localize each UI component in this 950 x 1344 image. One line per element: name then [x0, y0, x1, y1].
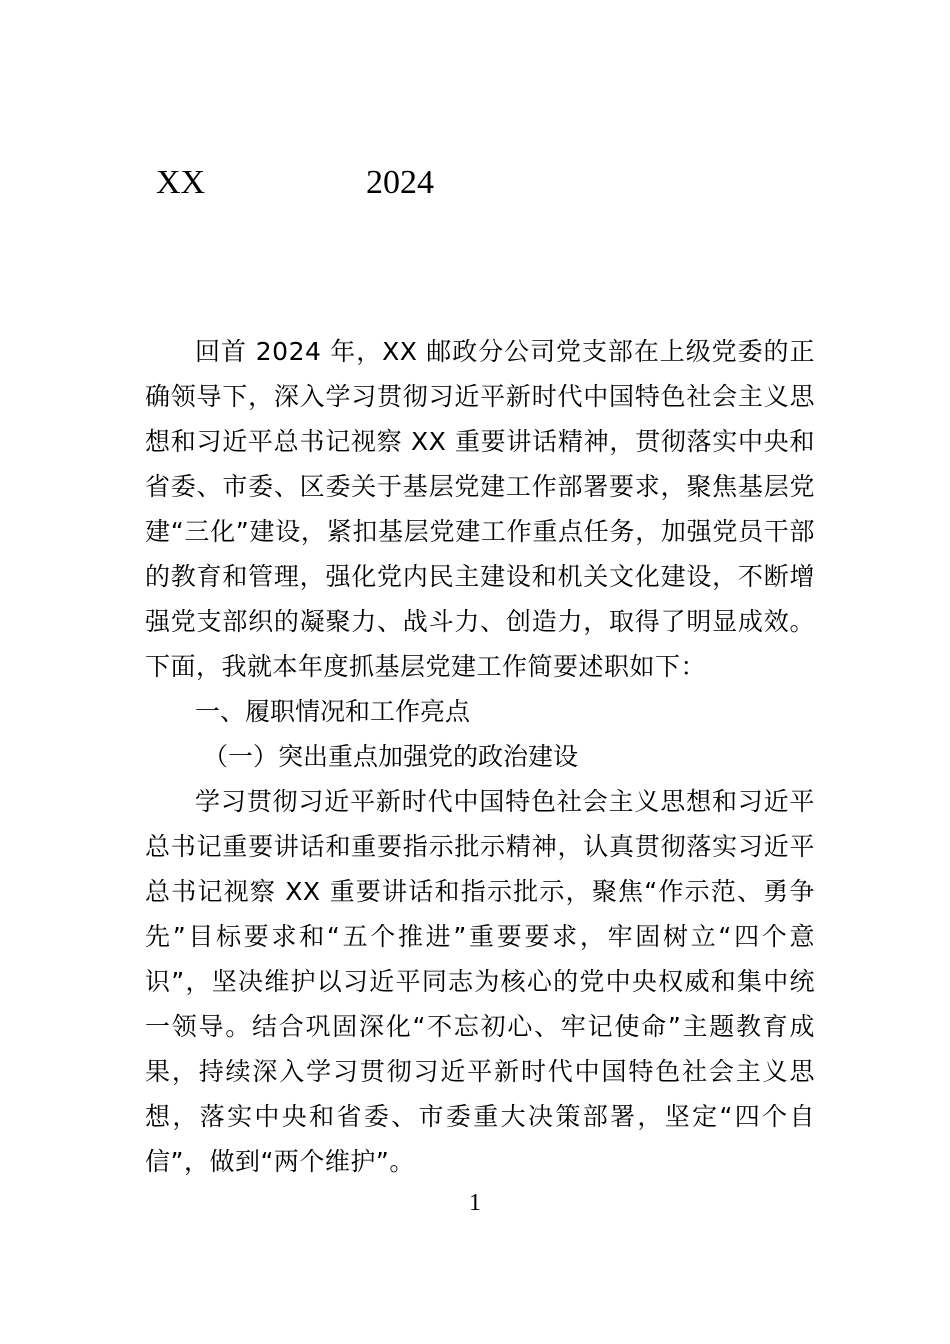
intro-paragraph: 回首 2024 年，XX 邮政分公司党支部在上级党委的正确领导下，深入学习贯彻习近平新时代中国特色社会主义思想和习近平总书记视察 XX 重要讲话精神，贯彻落实中央和省委、市委、区委关于基层党建工作部署要求，聚焦基层党建“三化”建设，紧扣基层党建工作重点任务，加强党员干部的教育和管理，强化党内民主建设和机关文化建设，不断增强党支部织的凝聚力、战斗力、创造力，取得了明显成效。下面，我就本年度抓基层党建工作简要述职如下： [145, 337, 815, 681]
title-org: XX [156, 164, 206, 201]
section-heading: 一、履职情况和工作亮点 [195, 697, 471, 726]
page-number: 1 [469, 1190, 481, 1216]
document-body [145, 329, 815, 1184]
title-year: 2024 [366, 164, 434, 201]
subsection-heading: （一）突出重点加强党的政治建设 [203, 742, 579, 771]
document-title [0, 160, 950, 210]
body-paragraph: 学习贯彻习近平新时代中国特色社会主义思想和习近平总书记重要讲话和重要指示批示精神，认真贯彻落实习近平总书记视察 XX 重要讲话和指示批示，聚焦“作示范、勇争先”目标要求和“五个推进”重要要求，牢固树立“四个意识”，坚决维护以习近平同志为核心的党中央权威和集中统一领导。结合巩固深化“不忘初心、牢记使命”主题教育成果，持续深入学习贯彻习近平新时代中国特色社会主义思想，落实中央和省委、市委重大决策部署，坚定“四个自信”，做到“两个维护”。 [145, 787, 815, 1176]
